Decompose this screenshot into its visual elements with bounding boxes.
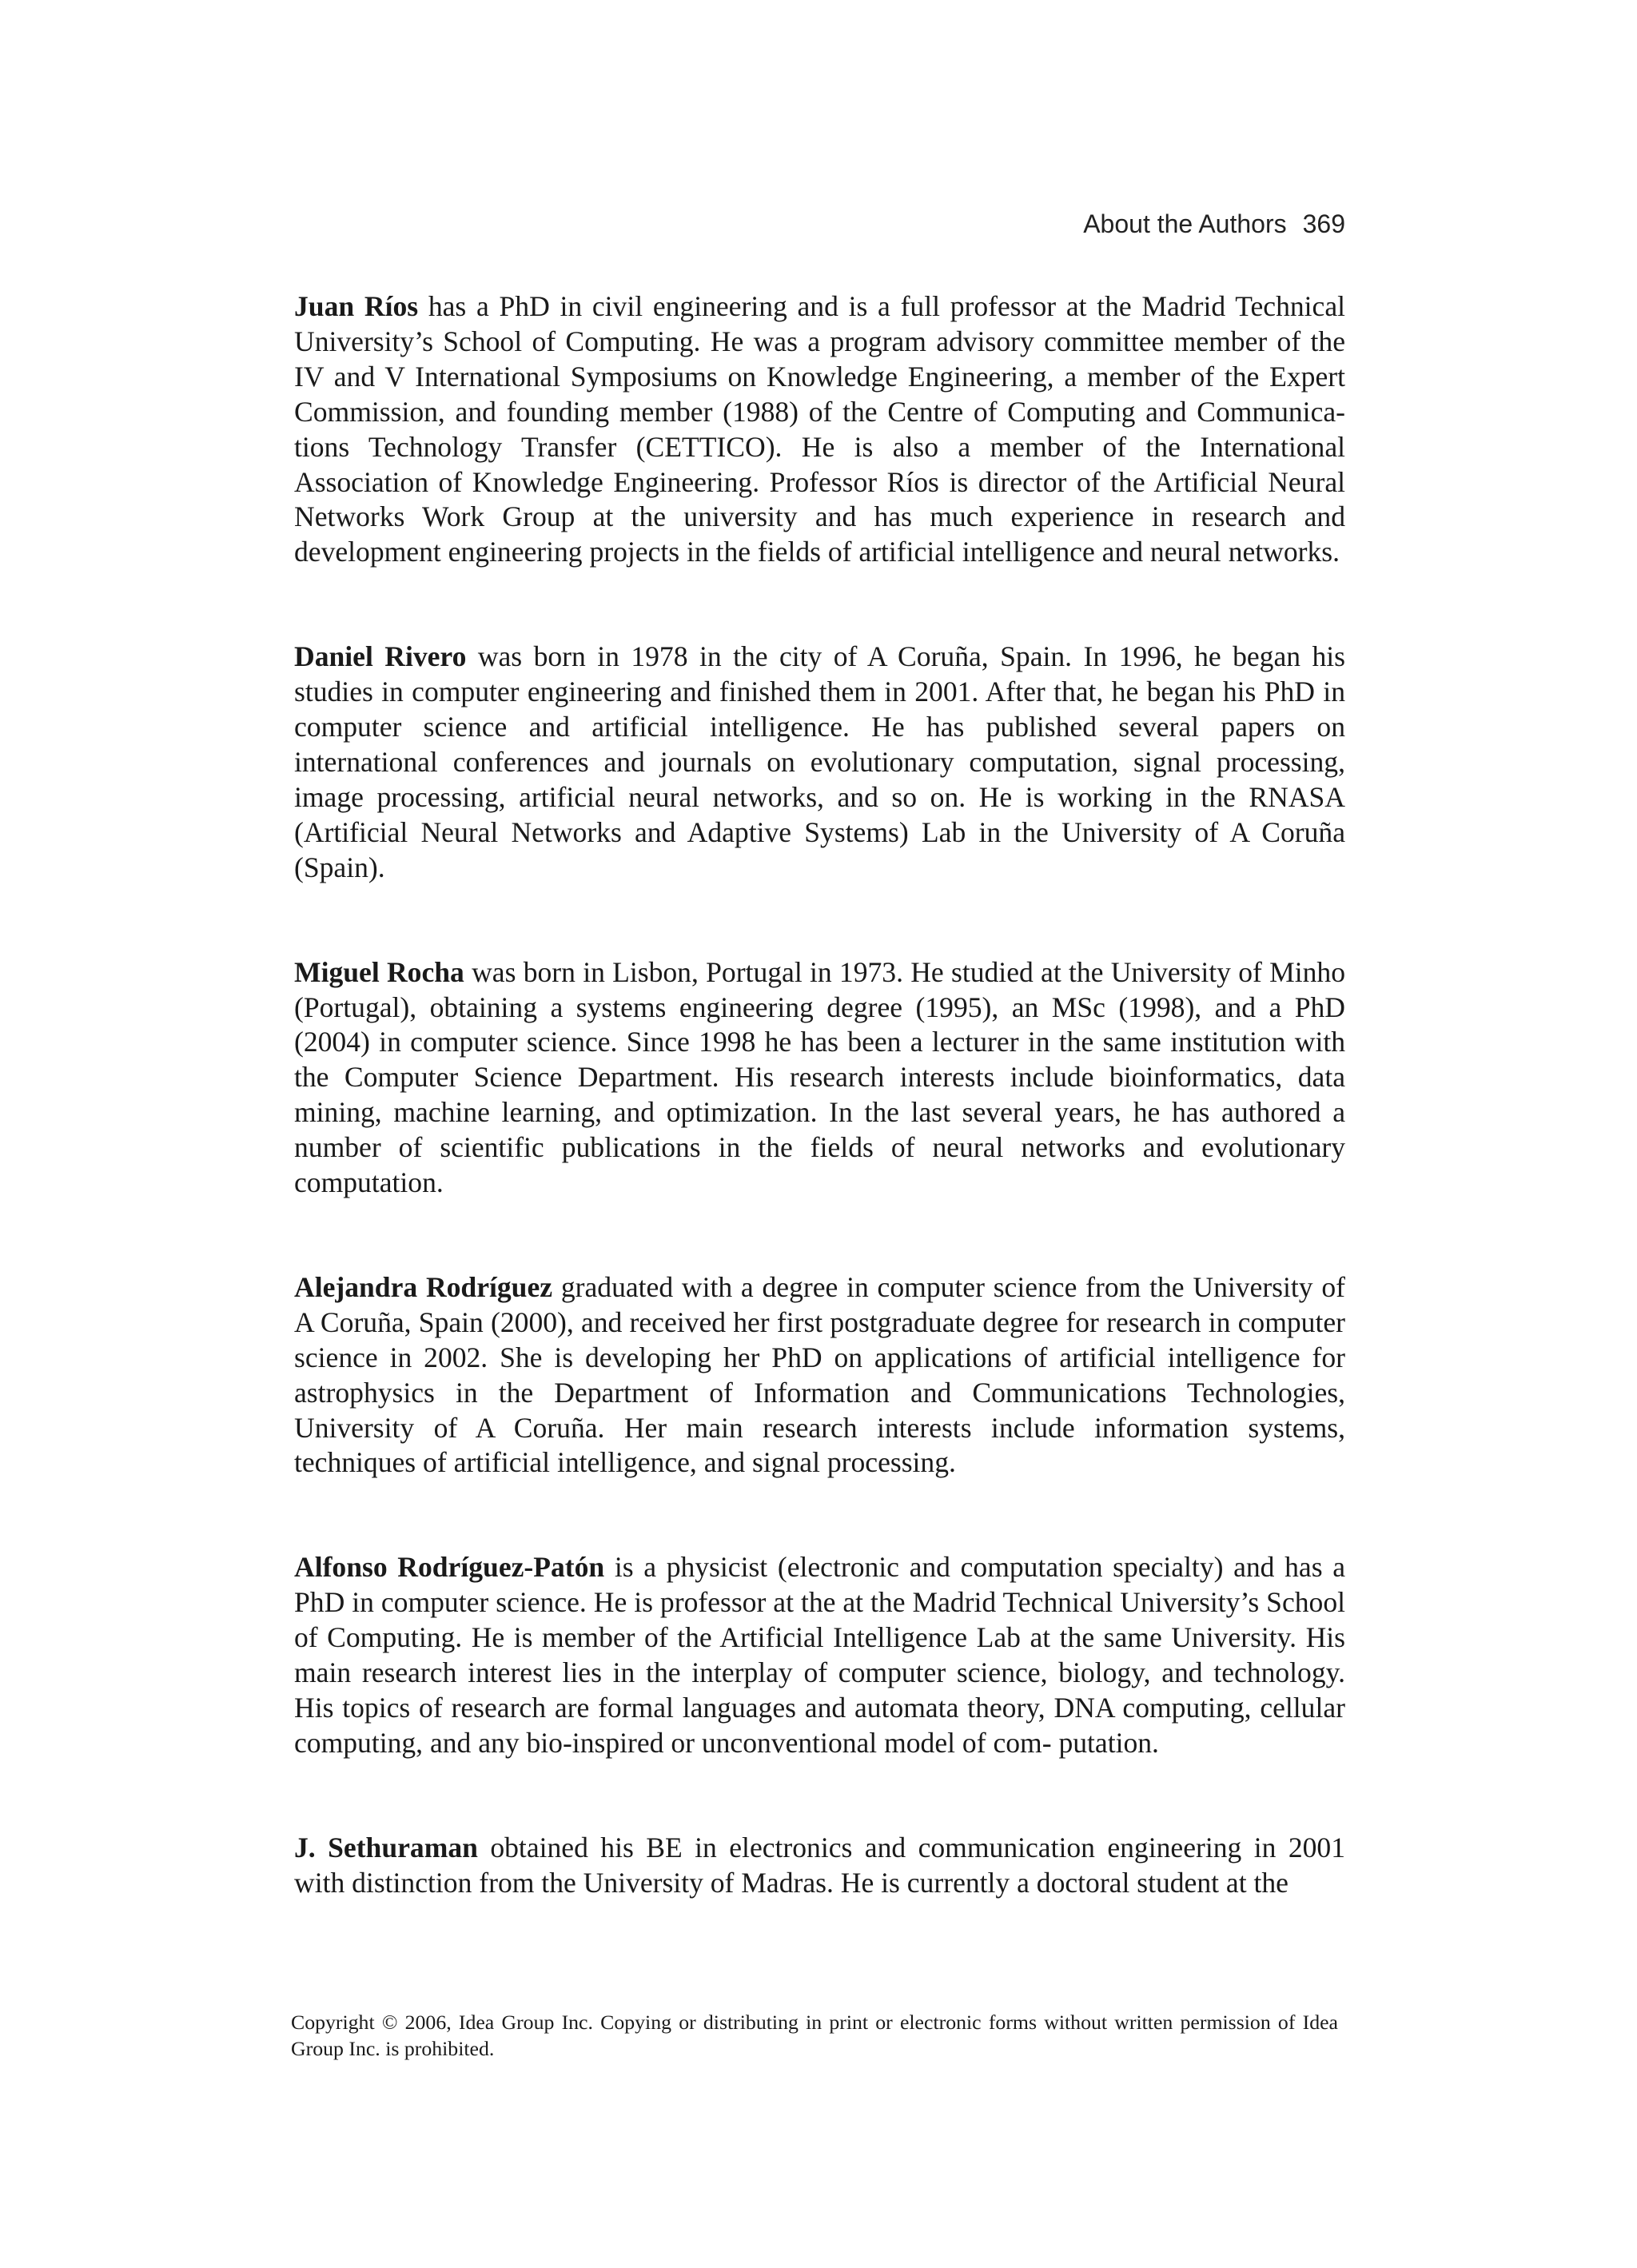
author-name: Alfonso Rodríguez-Patón	[294, 1551, 605, 1584]
author-name: Miguel Rocha	[294, 955, 464, 988]
running-head	[1083, 209, 1345, 239]
author-bio-text: was born in Lisbon, Portugal in 1973. He studied at the University of Minho (Portugal), obtaining a systems engineering degree (1995), an MSc (1998), and a PhD (2004) in computer science. Since 1998 he has been a lecturer in the same institution with the Computer Science Department. His research interests include bioinformatics, data mining, machine learning, and optimization. In the last several years, he has authored a number of scientific publications in the fields of neural networks and evolutionary computation.	[294, 955, 1345, 1199]
copyright-notice: Copyright © 2006, Idea Group Inc. Copying or distributing in print or electronic forms without written permission of Idea Group Inc. is prohibited.	[291, 2011, 1338, 2060]
running-title: About the Authors	[1083, 209, 1287, 238]
author-name: Daniel Rivero	[294, 640, 467, 673]
author-bio	[294, 1270, 1345, 1481]
author-bio	[294, 1550, 1345, 1760]
page-number: 369	[1302, 209, 1345, 238]
author-bios	[294, 289, 1345, 1971]
author-name: Alejandra Rodríguez	[294, 1270, 553, 1303]
author-bio	[294, 640, 1345, 885]
author-bio-text: was born in 1978 in the city of A Coruña, Spain. In 1996, he began his studies in computer engineering and finished them in 2001. After that, he began his PhD in computer science and artificial intelligence. He has published several papers on international conferences and journals on evolutionary computation, signal processing, image processing, artificial neural networks, and so on. He is working in the RNASA (Artificial Neural Networks and Adaptive Systems) Lab in the University of A Coruña (Spain).	[294, 640, 1345, 883]
author-bio-text: graduated with a degree in computer science from the University of A Coruña, Spain (2000), and received her first postgraduate degree for research in computer science in 2002. She is developing her PhD on applications of artificial intelligence for astrophysics in the Department of Information and Communications Technologies, University of A Coruña. Her main research interests include information systems, techniques of artificial intelligence, and signal processing.	[294, 1270, 1345, 1479]
author-bio-text: obtained his BE in electronics and communication engineering in 2001 with distinction from the University of Madras. He is currently a doctoral student at the	[294, 1831, 1345, 1899]
author-bio	[294, 955, 1345, 1201]
author-bio	[294, 1831, 1345, 1901]
author-name: J. Sethuraman	[294, 1831, 478, 1863]
author-bio-text: is a physicist (electronic and computation specialty) and has a PhD in computer science. He is professor at the at the Madrid Technical University’s School of Computing. He is member of the Artificial Intelligence Lab at the same University. His main research interest lies in the interplay of computer science, biology, and technology. His topics of research are formal languages and automata theory, DNA computing, cellular computing, and any bio-inspired or unconventional model of com- putation.	[294, 1551, 1345, 1759]
author-bio-text: has a PhD in civil engineering and is a full professor at the Madrid Technical University’s School of Computing. He was a program advisory committee member of the IV and V International Symposiums on Knowledge Engineering, a member of the Expert Commission, and founding member (1988) of the Centre of Computing and Communica- tions Technology Transfer (CETTICO). He is also a member of the International Association of Knowledge Engineering. Professor Ríos is director of the Artificial Neural Networks Work Group at the university and has much experience in research and development engineering projects in the fields of artificial intelligence and neural networks.	[294, 290, 1345, 568]
author-bio	[294, 289, 1345, 570]
author-name: Juan Ríos	[294, 290, 419, 322]
